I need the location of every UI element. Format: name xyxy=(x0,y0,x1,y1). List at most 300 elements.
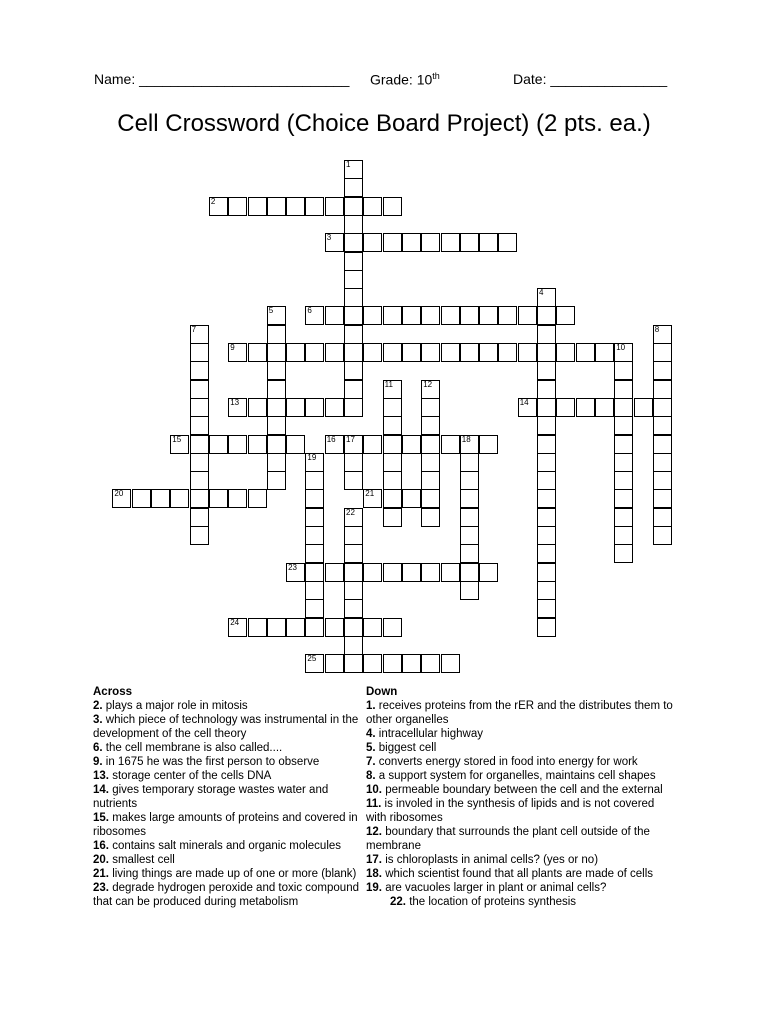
crossword-cell[interactable] xyxy=(190,508,209,527)
clue-item-number: 15. xyxy=(93,812,109,824)
crossword-cell[interactable] xyxy=(344,563,363,582)
crossword-cell[interactable] xyxy=(267,471,286,490)
crossword-cell[interactable] xyxy=(228,618,247,637)
crossword-cell[interactable] xyxy=(325,435,344,454)
down-heading: Down xyxy=(366,686,398,698)
clue-item xyxy=(93,741,363,755)
crossword-cell[interactable] xyxy=(576,343,595,362)
clue-item-text: gives temporary storage wastes water and nutrients xyxy=(93,784,329,810)
crossword-cell[interactable] xyxy=(460,453,479,472)
crossword-cell[interactable] xyxy=(614,398,633,417)
crossword-cell[interactable] xyxy=(460,233,479,252)
crossword-cell[interactable] xyxy=(537,489,556,508)
crossword-cell[interactable] xyxy=(383,343,402,362)
crossword-cell[interactable] xyxy=(460,563,479,582)
crossword-cell[interactable] xyxy=(248,398,267,417)
crossword-cell[interactable] xyxy=(441,654,460,673)
clue-number: 15 xyxy=(172,434,182,444)
clue-number: 12 xyxy=(423,379,433,389)
crossword-cell[interactable] xyxy=(498,306,517,325)
crossword-cell[interactable] xyxy=(151,489,170,508)
clue-item-text: is involed in the synthesis of lipids and is not covered with ribosomes xyxy=(366,798,655,824)
crossword-cell[interactable] xyxy=(305,563,324,582)
crossword-cell[interactable] xyxy=(325,654,344,673)
crossword-cell[interactable] xyxy=(460,544,479,563)
crossword-cell[interactable] xyxy=(344,654,363,673)
crossword-cell[interactable] xyxy=(286,618,305,637)
crossword-cell[interactable] xyxy=(614,471,633,490)
crossword-cell[interactable] xyxy=(595,343,614,362)
crossword-cell[interactable] xyxy=(190,361,209,380)
crossword-cell[interactable] xyxy=(614,453,633,472)
crossword-cell[interactable] xyxy=(344,398,363,417)
crossword-cell[interactable] xyxy=(537,288,556,307)
crossword-cell[interactable] xyxy=(344,508,363,527)
crossword-cell[interactable] xyxy=(537,526,556,545)
crossword-cell[interactable] xyxy=(190,435,209,454)
clue-item-number: 1. xyxy=(366,700,376,712)
crossword-cell[interactable] xyxy=(344,544,363,563)
crossword-cell[interactable] xyxy=(421,416,440,435)
crossword-cell[interactable] xyxy=(344,380,363,399)
clue-item-number: 23. xyxy=(93,882,109,894)
crossword-cell[interactable] xyxy=(267,361,286,380)
crossword-cell[interactable] xyxy=(305,471,324,490)
crossword-cell[interactable] xyxy=(460,343,479,362)
across-clues xyxy=(93,685,363,909)
crossword-cell[interactable] xyxy=(344,270,363,289)
down-clue-list xyxy=(366,699,676,909)
clue-number: 24 xyxy=(230,617,240,627)
crossword-cell[interactable] xyxy=(344,599,363,618)
crossword-cell[interactable] xyxy=(267,416,286,435)
crossword-cell[interactable] xyxy=(421,508,440,527)
clue-number: 11 xyxy=(384,379,393,389)
crossword-cell[interactable] xyxy=(537,325,556,344)
crossword-cell[interactable] xyxy=(383,489,402,508)
clue-number: 23 xyxy=(288,562,297,572)
clue-item-number: 18. xyxy=(366,868,382,880)
crossword-cell[interactable] xyxy=(267,618,286,637)
crossword-cell[interactable] xyxy=(305,544,324,563)
crossword-cell[interactable] xyxy=(653,453,672,472)
crossword-cell[interactable] xyxy=(132,489,151,508)
crossword-cell[interactable] xyxy=(344,453,363,472)
crossword-cell[interactable] xyxy=(190,398,209,417)
crossword-cell[interactable] xyxy=(614,380,633,399)
crossword-cell[interactable] xyxy=(190,380,209,399)
crossword-cell[interactable] xyxy=(305,453,324,472)
clue-item-number: 3. xyxy=(93,714,103,726)
crossword-cell[interactable] xyxy=(421,233,440,252)
clue-item-text: degrade hydrogen peroxide and toxic compound that can be produced during metabolism xyxy=(93,882,359,908)
crossword-cell[interactable] xyxy=(344,435,363,454)
crossword-cell[interactable] xyxy=(305,306,324,325)
crossword-cell[interactable] xyxy=(344,160,363,179)
crossword-cell[interactable] xyxy=(518,398,537,417)
clue-number: 22 xyxy=(346,507,355,517)
clue-item-text: storage center of the cells DNA xyxy=(109,770,272,782)
crossword-cell[interactable] xyxy=(190,489,209,508)
crossword-cell[interactable] xyxy=(537,471,556,490)
crossword-cell[interactable] xyxy=(614,526,633,545)
clue-number: 5 xyxy=(268,306,274,316)
crossword-cell[interactable] xyxy=(421,489,440,508)
crossword-cell[interactable] xyxy=(267,380,286,399)
crossword-cell[interactable] xyxy=(363,618,382,637)
crossword-cell[interactable] xyxy=(170,435,189,454)
crossword-cell[interactable] xyxy=(383,197,402,216)
crossword-cell[interactable] xyxy=(286,197,305,216)
crossword-cell[interactable] xyxy=(479,563,498,582)
crossword-cell[interactable] xyxy=(479,343,498,362)
crossword-cell[interactable] xyxy=(537,398,556,417)
crossword-cell[interactable] xyxy=(248,435,267,454)
clue-item xyxy=(93,867,363,881)
crossword-cell[interactable] xyxy=(344,306,363,325)
clue-item-text: in 1675 he was the first person to observe xyxy=(102,756,320,768)
clue-item-text: intracellular highway xyxy=(375,728,483,740)
clue-item xyxy=(93,881,363,909)
crossword-cell[interactable] xyxy=(498,343,517,362)
crossword-cell[interactable] xyxy=(325,197,344,216)
crossword-cell[interactable] xyxy=(344,178,363,197)
crossword-cell[interactable] xyxy=(421,453,440,472)
crossword-cell[interactable] xyxy=(653,361,672,380)
crossword-cell[interactable] xyxy=(228,398,247,417)
crossword-cell[interactable] xyxy=(325,398,344,417)
clue-item xyxy=(366,755,676,769)
crossword-cell[interactable] xyxy=(170,489,189,508)
crossword-cell[interactable] xyxy=(421,306,440,325)
crossword-cell[interactable] xyxy=(537,618,556,637)
crossword-cell[interactable] xyxy=(460,471,479,490)
crossword-cell[interactable] xyxy=(190,416,209,435)
crossword-cell[interactable] xyxy=(325,618,344,637)
crossword-cell[interactable] xyxy=(402,233,421,252)
crossword-cell[interactable] xyxy=(325,233,344,252)
crossword-cell[interactable] xyxy=(556,398,575,417)
down-clues xyxy=(366,685,676,909)
crossword-cell[interactable] xyxy=(653,380,672,399)
crossword-cell[interactable] xyxy=(441,563,460,582)
crossword-cell[interactable] xyxy=(595,398,614,417)
clue-item xyxy=(366,867,676,881)
across-heading: Across xyxy=(93,686,132,698)
crossword-cell[interactable] xyxy=(460,489,479,508)
crossword-cell[interactable] xyxy=(305,197,324,216)
clue-number: 20 xyxy=(114,489,124,499)
crossword-cell[interactable] xyxy=(498,233,517,252)
crossword-cell[interactable] xyxy=(421,471,440,490)
clue-item-text: biggest cell xyxy=(375,742,437,754)
clue-item xyxy=(93,699,363,713)
crossword-cell[interactable] xyxy=(614,343,633,362)
crossword-cell[interactable] xyxy=(305,654,324,673)
crossword-cell[interactable] xyxy=(537,306,556,325)
crossword-cell[interactable] xyxy=(383,453,402,472)
clue-item-number: 21. xyxy=(93,868,109,880)
clue-item xyxy=(93,853,363,867)
crossword-cell[interactable] xyxy=(383,508,402,527)
clue-item-number: 2. xyxy=(93,700,103,712)
crossword-cell[interactable] xyxy=(305,618,324,637)
clue-item xyxy=(366,825,676,853)
crossword-cell[interactable] xyxy=(653,471,672,490)
crossword-cell[interactable] xyxy=(479,306,498,325)
crossword-cell[interactable] xyxy=(190,343,209,362)
clue-item-number: 12. xyxy=(366,826,382,838)
clue-item xyxy=(93,755,363,769)
crossword-cell[interactable] xyxy=(228,343,247,362)
clue-number: 25 xyxy=(307,654,317,664)
crossword-cell[interactable] xyxy=(190,453,209,472)
crossword-cell[interactable] xyxy=(267,325,286,344)
crossword-cell[interactable] xyxy=(344,325,363,344)
crossword-cell[interactable] xyxy=(402,306,421,325)
crossword-cell[interactable] xyxy=(112,489,131,508)
crossword-cell[interactable] xyxy=(537,380,556,399)
clue-number: 2 xyxy=(210,196,216,206)
crossword-cell[interactable] xyxy=(344,636,363,655)
crossword-cell[interactable] xyxy=(653,343,672,362)
crossword-cell[interactable] xyxy=(383,563,402,582)
clue-item-text: receives proteins from the rER and the distributes them to other organelles xyxy=(366,700,673,726)
crossword-cell[interactable] xyxy=(537,416,556,435)
crossword-cell[interactable] xyxy=(479,435,498,454)
crossword-cell[interactable] xyxy=(479,233,498,252)
crossword-cell[interactable] xyxy=(363,489,382,508)
crossword-cell[interactable] xyxy=(209,197,228,216)
crossword-cell[interactable] xyxy=(363,563,382,582)
crossword-cell[interactable] xyxy=(634,398,653,417)
crossword-cell[interactable] xyxy=(363,233,382,252)
crossword-cell[interactable] xyxy=(421,398,440,417)
crossword-cell[interactable] xyxy=(344,471,363,490)
crossword-cell[interactable] xyxy=(402,343,421,362)
crossword-cell[interactable] xyxy=(518,306,537,325)
crossword-cell[interactable] xyxy=(248,489,267,508)
grade-text: Grade: 10 xyxy=(370,71,433,88)
crossword-cell[interactable] xyxy=(537,581,556,600)
crossword-cell[interactable] xyxy=(383,618,402,637)
across-clue-list xyxy=(93,699,363,909)
clue-item-text: is chloroplasts in animal cells? (yes or no) xyxy=(382,854,599,866)
crossword-cell[interactable] xyxy=(228,489,247,508)
clue-number: 7 xyxy=(191,324,197,334)
crossword-cell[interactable] xyxy=(267,398,286,417)
crossword-cell[interactable] xyxy=(305,489,324,508)
crossword-cell[interactable] xyxy=(190,526,209,545)
crossword-cell[interactable] xyxy=(383,380,402,399)
crossword-cell[interactable] xyxy=(305,508,324,527)
clue-item xyxy=(366,727,676,741)
crossword-cell[interactable] xyxy=(460,435,479,454)
crossword-cell[interactable] xyxy=(402,654,421,673)
crossword-cell[interactable] xyxy=(537,453,556,472)
crossword-cell[interactable] xyxy=(653,398,672,417)
crossword-cell[interactable] xyxy=(305,599,324,618)
crossword-cell[interactable] xyxy=(421,343,440,362)
crossword-cell[interactable] xyxy=(325,563,344,582)
crossword-cell[interactable] xyxy=(305,581,324,600)
crossword-cell[interactable] xyxy=(421,654,440,673)
clue-item xyxy=(366,699,676,727)
crossword-cell[interactable] xyxy=(286,398,305,417)
crossword-cell[interactable] xyxy=(441,233,460,252)
crossword-cell[interactable] xyxy=(344,215,363,234)
crossword-cell[interactable] xyxy=(460,306,479,325)
crossword-cell[interactable] xyxy=(209,489,228,508)
clue-item-number: 4. xyxy=(366,728,376,740)
crossword-cell[interactable] xyxy=(614,489,633,508)
crossword-cell[interactable] xyxy=(614,508,633,527)
clue-item-number: 22. xyxy=(390,896,406,908)
name-field-label: Name: ___________________________ xyxy=(94,71,350,87)
crossword-cell[interactable] xyxy=(325,343,344,362)
clue-item xyxy=(366,881,676,895)
crossword-cell[interactable] xyxy=(305,343,324,362)
clue-number: 8 xyxy=(654,324,660,334)
crossword-cell[interactable] xyxy=(653,489,672,508)
crossword-cell[interactable] xyxy=(190,325,209,344)
crossword-cell[interactable] xyxy=(653,435,672,454)
crossword-cell[interactable] xyxy=(344,343,363,362)
crossword-cell[interactable] xyxy=(421,563,440,582)
crossword-cell[interactable] xyxy=(363,435,382,454)
crossword-cell[interactable] xyxy=(576,398,595,417)
crossword-cell[interactable] xyxy=(267,453,286,472)
page-title: Cell Crossword (Choice Board Project) (2 pts. ea.) xyxy=(117,110,651,137)
date-field-label: Date: _______________ xyxy=(513,71,668,87)
clue-item-number: 20. xyxy=(93,854,109,866)
clue-item-number: 16. xyxy=(93,840,109,852)
crossword-cell[interactable] xyxy=(556,306,575,325)
crossword-cell[interactable] xyxy=(537,435,556,454)
crossword-cell[interactable] xyxy=(363,654,382,673)
crossword-cell[interactable] xyxy=(537,544,556,563)
crossword-cell[interactable] xyxy=(305,526,324,545)
clue-item xyxy=(366,797,676,825)
crossword-cell[interactable] xyxy=(383,398,402,417)
clue-item xyxy=(93,769,363,783)
crossword-cell[interactable] xyxy=(537,508,556,527)
crossword-cell[interactable] xyxy=(344,526,363,545)
crossword-cell[interactable] xyxy=(421,435,440,454)
clue-item xyxy=(366,741,676,755)
crossword-cell[interactable] xyxy=(556,343,575,362)
clue-item-text: the cell membrane is also called.... xyxy=(102,742,283,754)
crossword-cell[interactable] xyxy=(344,197,363,216)
crossword-cell[interactable] xyxy=(344,288,363,307)
crossword-cell[interactable] xyxy=(190,471,209,490)
crossword-cell[interactable] xyxy=(441,343,460,362)
crossword-cell[interactable] xyxy=(363,306,382,325)
crossword-cell[interactable] xyxy=(267,343,286,362)
clue-number: 3 xyxy=(326,233,332,243)
crossword-cell[interactable] xyxy=(537,361,556,380)
clue-number: 14 xyxy=(519,397,529,407)
crossword-cell[interactable] xyxy=(653,325,672,344)
clue-item-number: 9. xyxy=(93,756,103,768)
crossword-cell[interactable] xyxy=(383,306,402,325)
crossword-cell[interactable] xyxy=(383,435,402,454)
clue-item-number: 8. xyxy=(366,770,376,782)
crossword-cell[interactable] xyxy=(421,380,440,399)
clue-item-text: permeable boundary between the cell and the external xyxy=(382,784,663,796)
clue-item-text: which piece of technology was instrumental in the development of the cell theory xyxy=(93,714,359,740)
grade-superscript: th xyxy=(432,71,440,81)
crossword-cell[interactable] xyxy=(286,435,305,454)
crossword-cell[interactable] xyxy=(248,618,267,637)
crossword-cell[interactable] xyxy=(653,416,672,435)
crossword-cell[interactable] xyxy=(344,581,363,600)
crossword-cell[interactable] xyxy=(286,563,305,582)
crossword-cell[interactable] xyxy=(363,343,382,362)
clue-item-text: smallest cell xyxy=(109,854,175,866)
crossword-cell[interactable] xyxy=(441,306,460,325)
crossword-cell[interactable] xyxy=(228,435,247,454)
crossword-cell[interactable] xyxy=(614,544,633,563)
clue-item-text: living things are made up of one or more (blank) xyxy=(109,868,357,880)
crossword-cell[interactable] xyxy=(383,416,402,435)
crossword-cell[interactable] xyxy=(614,416,633,435)
crossword-cell[interactable] xyxy=(402,435,421,454)
crossword-cell[interactable] xyxy=(344,618,363,637)
crossword-cell[interactable] xyxy=(248,197,267,216)
crossword-cell[interactable] xyxy=(363,197,382,216)
clue-item-number: 5. xyxy=(366,742,376,754)
crossword-cell[interactable] xyxy=(267,306,286,325)
crossword-cell[interactable] xyxy=(325,306,344,325)
crossword-cell[interactable] xyxy=(518,343,537,362)
crossword-cell[interactable] xyxy=(267,435,286,454)
clue-number: 4 xyxy=(539,288,544,298)
clue-item-text: are vacuoles larger in plant or animal cells? xyxy=(382,882,607,894)
crossword-cell[interactable] xyxy=(228,197,247,216)
clue-item xyxy=(93,839,363,853)
crossword-cell[interactable] xyxy=(537,343,556,362)
crossword-cell[interactable] xyxy=(344,252,363,271)
crossword-cell[interactable] xyxy=(286,343,305,362)
crossword-cell[interactable] xyxy=(383,233,402,252)
crossword-cell[interactable] xyxy=(383,471,402,490)
crossword-cell[interactable] xyxy=(344,361,363,380)
crossword-cell[interactable] xyxy=(614,361,633,380)
crossword-cell[interactable] xyxy=(537,563,556,582)
crossword-cell[interactable] xyxy=(460,526,479,545)
crossword-cell[interactable] xyxy=(402,489,421,508)
crossword-cell[interactable] xyxy=(248,343,267,362)
crossword-cell[interactable] xyxy=(460,508,479,527)
crossword-cell[interactable] xyxy=(267,197,286,216)
clue-item-number: 10. xyxy=(366,784,382,796)
crossword-cell[interactable] xyxy=(344,233,363,252)
crossword-cell[interactable] xyxy=(537,599,556,618)
crossword-cell[interactable] xyxy=(383,654,402,673)
clue-number: 1 xyxy=(346,160,351,169)
clue-number: 13 xyxy=(230,397,240,407)
crossword-cell[interactable] xyxy=(653,526,672,545)
clue-item xyxy=(366,895,676,909)
crossword-cell[interactable] xyxy=(209,435,228,454)
crossword-cell[interactable] xyxy=(614,435,633,454)
crossword-cell[interactable] xyxy=(402,563,421,582)
crossword-cell[interactable] xyxy=(305,398,324,417)
crossword-cell[interactable] xyxy=(653,508,672,527)
crossword-cell[interactable] xyxy=(460,581,479,600)
crossword-cell[interactable] xyxy=(441,435,460,454)
